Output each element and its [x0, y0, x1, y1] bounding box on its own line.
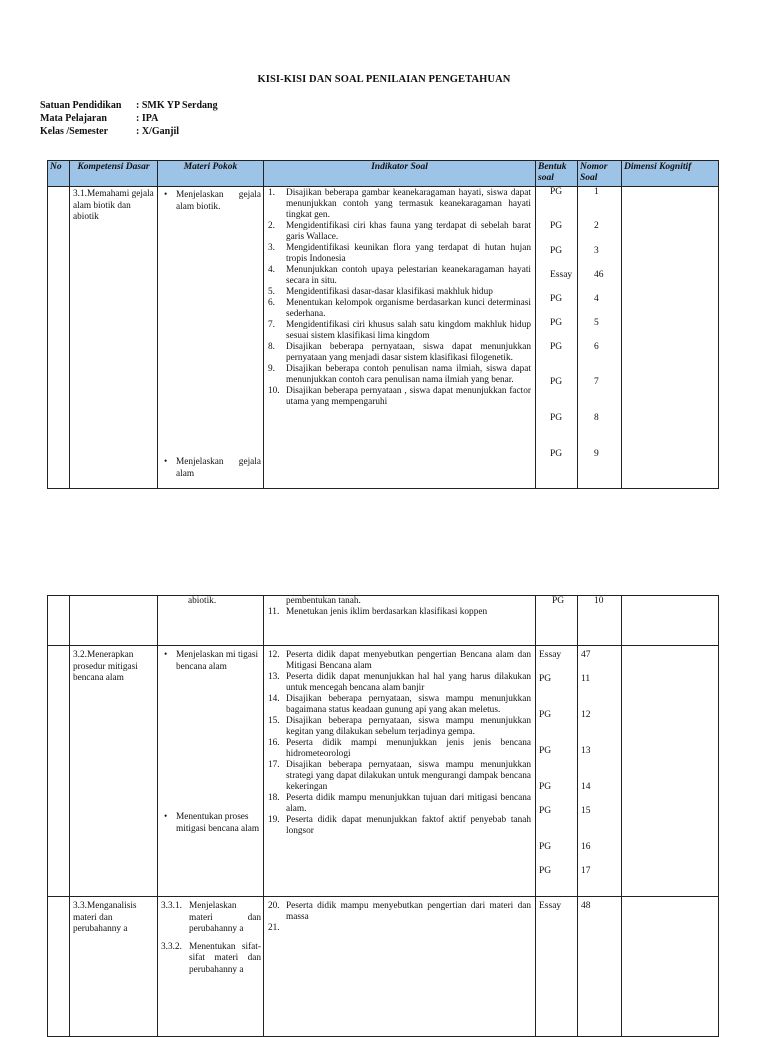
bentuk-soal-value: PG — [539, 842, 552, 852]
cell-materi-pokok — [158, 187, 264, 489]
meta-label: Mata Pelajaran — [40, 113, 107, 124]
header-dimensi-kognitif: Dimensi Kognitif — [622, 161, 719, 187]
meta-label: Kelas /Semester — [40, 126, 109, 137]
indikator-text: Menentukan kelompok organisme berdasarkan kunci determinasi sederhana. — [286, 298, 531, 320]
nomor-soal-value: 8 — [594, 413, 599, 424]
indikator-number: 16. — [268, 738, 280, 748]
indikator-item — [268, 672, 531, 694]
cell-indikator-soal — [264, 596, 536, 646]
bentuk-soal-value: PG — [539, 866, 552, 876]
materi-text: Menjelaskan mi tigasi bencana alam — [176, 650, 259, 672]
meta-row-class — [40, 125, 218, 138]
nomor-soal-value: 4 — [594, 294, 599, 305]
materi-text: abiotik. — [188, 596, 217, 606]
header-indikator-soal: Indikator Soal — [264, 161, 536, 187]
bullet-icon: • — [164, 812, 168, 822]
nomor-soal-value: 2 — [594, 221, 599, 232]
sub-materi-item — [161, 901, 261, 936]
cell-no — [48, 897, 70, 1037]
cell-kompetensi-dasar: 3.1.Memahami gejala alam biotik dan abiotik — [70, 187, 158, 489]
indikator-text: Peserta didik mampi menunjukkan jenis jenis bencana hidrometeorologi — [286, 738, 531, 759]
nomor-soal-value: 13 — [581, 746, 591, 756]
materi-item — [164, 812, 261, 835]
sub-materi-number: 3.3.1. — [161, 901, 182, 911]
indikator-item — [268, 320, 531, 342]
materi-text: Menjelaskan gejala alam biotik. — [176, 190, 261, 212]
bentuk-soal-value: Essay — [539, 650, 562, 660]
cell-indikator-soal — [264, 897, 536, 1037]
meta-label: Satuan Pendidikan — [40, 100, 122, 111]
indikator-number: 11. — [268, 607, 280, 617]
indikator-number: 2. — [268, 221, 275, 232]
indikator-text: Disajikan beberapa pernyataan, siswa dapat menunjukkan pernyataan yang menjadi dasar sistem klasifikasi filogenetik. — [286, 342, 531, 364]
cell-nomor-soal — [578, 596, 622, 646]
indikator-item — [268, 221, 531, 243]
indikator-item — [268, 793, 531, 815]
indikator-number: 19. — [268, 815, 280, 825]
materi-text: Menjelaskan gejala alam — [176, 457, 261, 479]
cell-no — [48, 187, 70, 489]
cell-bentuk-soal — [536, 187, 578, 489]
bullet-icon: • — [164, 650, 168, 660]
materi-item — [164, 457, 261, 480]
nomor-soal-value: 9 — [594, 449, 599, 460]
bentuk-soal-value: PG — [550, 294, 563, 305]
indikator-text: Peserta didik mampu menunjukkan tujuan dari mitigasi bencana alam. — [286, 793, 531, 814]
cell-kompetensi-dasar: 3.2.Menerapkan prosedur mitigasi bencana alam — [70, 646, 158, 897]
indikator-number: 6. — [268, 298, 275, 309]
indikator-text: Disajikan beberapa pernyataan, siswa mampu menunjukkan strategi yang dapat dilakukan untuk mengurangi dampak bencana kekeringan — [286, 760, 531, 792]
nomor-soal-value: 15 — [581, 806, 591, 816]
indikator-item — [268, 716, 531, 738]
indikator-text: Disajikan beberapa pernyataan, siswa mampu menunjukkan bagaimana status keadaan gunung api yang akan meletus. — [286, 694, 531, 715]
indikator-number: 4. — [268, 265, 275, 276]
meta-value: : X/Ganjil — [136, 126, 180, 137]
cell-materi-pokok — [158, 897, 264, 1037]
indikator-list — [268, 596, 531, 618]
indikator-text: Peserta didik dapat menyebutkan pengertian Bencana alam dan Mitigasi Bencana alam — [286, 650, 531, 671]
meta-row-subject — [40, 112, 218, 125]
bentuk-soal-value: PG — [552, 596, 565, 606]
nomor-soal-value: 10 — [594, 596, 604, 606]
indikator-number: 12. — [268, 650, 280, 660]
bentuk-soal-value: PG — [550, 246, 563, 257]
indikator-item — [268, 760, 531, 793]
indikator-text: Disajikan beberapa pernyataan, siswa mampu menunjukkan kegitan yang dilakukan sebelum terjadinya gempa. — [286, 716, 531, 737]
cell-bentuk-soal — [536, 646, 578, 897]
indikator-item — [268, 815, 531, 837]
sub-materi-number: 3.3.2. — [161, 941, 182, 952]
materi-text: Menentukan proses mitigasi bencana alam — [176, 812, 260, 834]
header-materi-pokok: Materi Pokok — [158, 161, 264, 187]
indikator-number: 14. — [268, 694, 280, 704]
cell-no — [48, 596, 70, 646]
nomor-soal-value: 47 — [581, 650, 591, 660]
cell-kompetensi-dasar: 3.3.Menganalisis materi dan perubahanny a — [70, 897, 158, 1037]
indikator-list — [268, 188, 531, 408]
nomor-soal-value: 6 — [594, 342, 599, 353]
nomor-soal-value: 46 — [594, 270, 604, 281]
cell-nomor-soal — [578, 187, 622, 489]
nomor-soal-value: 17 — [581, 866, 591, 876]
header-no: No — [48, 161, 70, 187]
indikator-number: 7. — [268, 320, 275, 331]
cell-dimensi-kognitif — [622, 897, 719, 1037]
cell-dimensi-kognitif — [622, 646, 719, 897]
nomor-soal-value: 3 — [594, 246, 599, 257]
cell-nomor-soal — [578, 897, 622, 1037]
indikator-number: 13. — [268, 672, 280, 682]
nomor-soal-value: 14 — [581, 782, 591, 792]
bentuk-soal-value: PG — [550, 187, 563, 198]
indikator-item — [268, 342, 531, 364]
header-kompetensi-dasar: Kompetensi Dasar — [70, 161, 158, 187]
materi-item — [164, 190, 261, 213]
indikator-item — [268, 738, 531, 760]
indikator-text: Menunjukkan contoh upaya pelestarian keanekaragaman hayati secara in situ. — [286, 265, 531, 287]
bentuk-soal-value: PG — [550, 449, 563, 460]
indikator-item — [268, 901, 531, 923]
indikator-number: 9. — [268, 364, 275, 375]
bentuk-soal-value: PG — [539, 710, 552, 720]
bullet-icon: • — [164, 190, 168, 201]
header-nomor-soal: Nomor Soal — [578, 161, 622, 187]
indikator-text: pembentukan tanah. — [286, 596, 361, 606]
nomor-soal-value: 5 — [594, 318, 599, 329]
indikator-text: Peserta didik mampu menyebutkan pengertian dari materi dan massa — [286, 901, 531, 922]
indikator-text — [286, 923, 531, 934]
indikator-number: 17. — [268, 760, 280, 770]
meta-value: : IPA — [136, 113, 159, 124]
bentuk-soal-value: PG — [539, 746, 552, 756]
cell-indikator-soal — [264, 646, 536, 897]
nomor-soal-value: 11 — [581, 674, 591, 684]
indikator-item — [268, 386, 531, 408]
indikator-item — [268, 188, 531, 221]
indikator-text: Peserta didik dapat menunjukkan hal hal yang harus dilakukan untuk mencegah bencana alam banjir — [286, 672, 531, 693]
nomor-soal-value: 7 — [594, 377, 599, 388]
indikator-item — [268, 364, 531, 386]
sub-materi-text: Menentukan sifat-sifat materi dan perubahanny a — [189, 941, 261, 975]
indikator-number: 20. — [268, 901, 280, 911]
indikator-item — [268, 243, 531, 265]
indikator-item — [268, 607, 531, 618]
indikator-number — [268, 596, 286, 607]
bentuk-soal-value: Essay — [550, 270, 573, 281]
indikator-text: Disajikan beberapa gambar keanekaragaman hayati, siswa dapat menunjukkan contoh yang termasuk keanekaragaman hayati tingkat gen. — [286, 188, 531, 221]
nomor-soal-value: 16 — [581, 842, 591, 852]
bentuk-soal-value: PG — [539, 782, 552, 792]
indikator-number: 10. — [268, 386, 280, 397]
indikator-text: Mengidentifikasi keunikan flora yang terdapat di hutan hujan tropis Indonesia — [286, 243, 531, 265]
indikator-number: 15. — [268, 716, 280, 726]
header-bentuk-soal: Bentuk soal — [536, 161, 578, 187]
indikator-text: Menetukan jenis iklim berdasarkan klasifikasi koppen — [286, 607, 488, 617]
bentuk-soal-value: Essay — [539, 901, 562, 911]
cell-kompetensi-dasar — [70, 596, 158, 646]
document-title: KISI-KISI DAN SOAL PENILAIAN PENGETAHUAN — [257, 74, 511, 85]
nomor-soal-value: 48 — [581, 901, 591, 911]
bentuk-soal-value: PG — [550, 377, 563, 388]
materi-item — [164, 650, 261, 673]
bentuk-soal-value: PG — [550, 342, 563, 353]
indikator-item — [268, 265, 531, 287]
indikator-number: 3. — [268, 243, 275, 254]
bentuk-soal-value: PG — [539, 806, 552, 816]
indikator-number: 1. — [268, 188, 275, 199]
indikator-list — [268, 901, 531, 934]
indikator-text: Disajikan beberapa pernyataan , siswa dapat menunjukkan factor utama yang mempengaruhi — [286, 386, 531, 408]
sub-materi-text: Menjelaskan materi dan perubahanny a — [189, 901, 261, 934]
indikator-number: 18. — [268, 793, 280, 803]
nomor-soal-value: 1 — [594, 187, 599, 198]
bentuk-soal-value: PG — [550, 221, 563, 232]
cell-materi-pokok — [158, 596, 264, 646]
indikator-item — [268, 694, 531, 716]
assessment-table-page-1 — [47, 160, 719, 489]
indikator-text: Mengidentifikasi dasar-dasar klasifikasi makhluk hidup — [286, 287, 493, 298]
bentuk-soal-value: PG — [550, 413, 563, 424]
cell-dimensi-kognitif — [622, 596, 719, 646]
indikator-text: Mengidentifikasi ciri khas fauna yang terdapat di sebelah barat garis Wallace. — [286, 221, 531, 243]
cell-bentuk-soal — [536, 596, 578, 646]
indikator-text: Disajikan beberapa contoh penulisan nama ilmiah, siswa dapat menunjukkan contoh cara penulisan nama ilmiah yang benar. — [286, 364, 531, 386]
indikator-item — [268, 923, 531, 934]
bentuk-soal-value: PG — [539, 674, 552, 684]
indikator-number: 21. — [268, 923, 280, 933]
cell-bentuk-soal — [536, 897, 578, 1037]
cell-indikator-soal — [264, 187, 536, 489]
indikator-number: 5. — [268, 287, 275, 298]
cell-materi-pokok — [158, 646, 264, 897]
sub-materi-item — [161, 942, 261, 977]
cell-dimensi-kognitif — [622, 187, 719, 489]
indikator-text: Peserta didik dapat menunjukkan faktof aktif penyebab tanah longsor — [286, 815, 531, 836]
indikator-item — [268, 298, 531, 320]
document-meta — [40, 99, 218, 138]
cell-no — [48, 646, 70, 897]
assessment-table-page-2 — [47, 595, 719, 1037]
meta-value: : SMK YP Serdang — [136, 100, 218, 111]
indikator-number: 8. — [268, 342, 275, 353]
bentuk-soal-value: PG — [550, 318, 563, 329]
indikator-item — [268, 596, 531, 607]
cell-nomor-soal — [578, 646, 622, 897]
indikator-item — [268, 650, 531, 672]
nomor-soal-value: 12 — [581, 710, 591, 720]
indikator-text: Mengidentifikasi ciri khusus salah satu kingdom makhluk hidup sesuai sistem klasifikasi lima kingdom — [286, 320, 531, 342]
meta-row-school — [40, 99, 218, 112]
bullet-icon: • — [164, 457, 168, 468]
indikator-item — [268, 287, 531, 298]
indikator-list — [268, 650, 531, 837]
